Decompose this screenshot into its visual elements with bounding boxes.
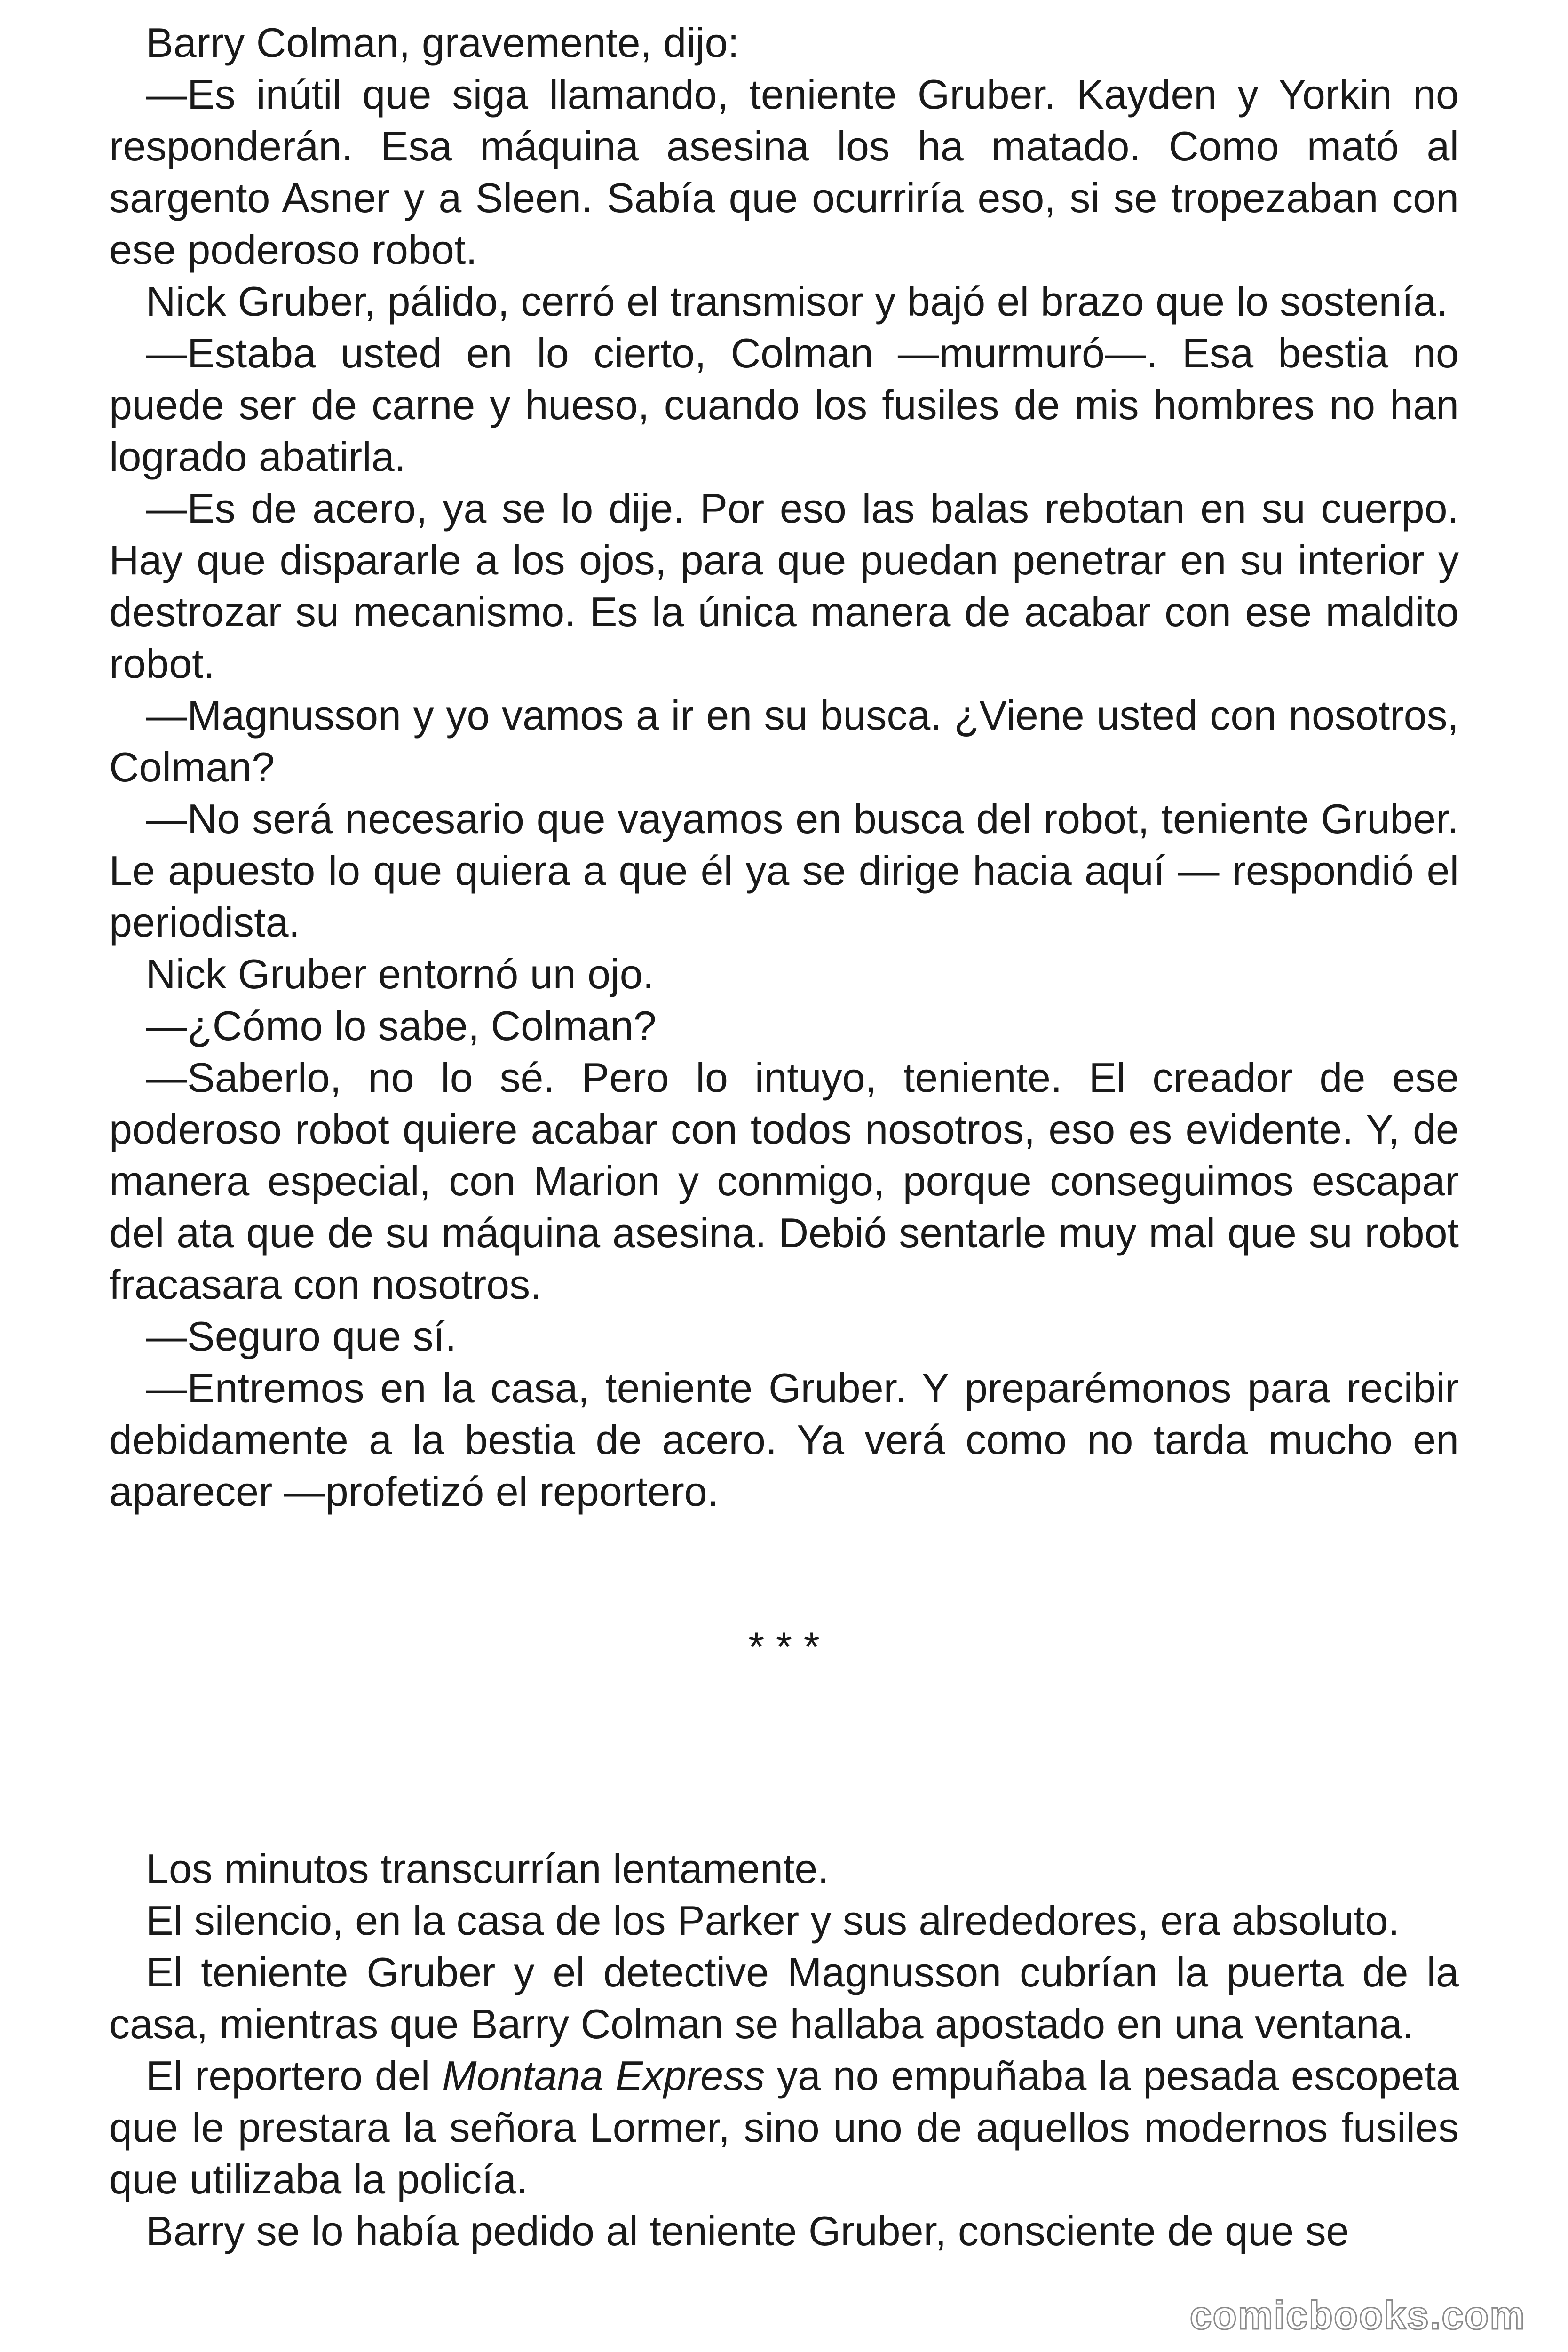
paragraph: —Entremos en la casa, teniente Gruber. Y preparémonos para recibir debidamente a la bestia de acero. Ya verá como no tarda mucho en aparecer —profetizó el reportero. bbox=[109, 1365, 1459, 1515]
paragraph: Los minutos transcurrían lentamente. bbox=[146, 1845, 829, 1892]
paragraph-text: ya no empuñaba la pesada escopeta que le prestara la señora Lormer, sino uno de aquellos modernos fusiles que utilizaba la policía. bbox=[109, 2052, 1459, 2202]
paragraph: —Estaba usted en lo cierto, Colman —murmuró—. Esa bestia no puede ser de carne y hueso, cuando los fusiles de mis hombres no han logrado abatirla. bbox=[109, 330, 1459, 480]
watermark-logo: comicbooks.com bbox=[1189, 2293, 1526, 2337]
paragraph: —¿Cómo lo sabe, Colman? bbox=[146, 1002, 657, 1049]
paragraph: Nick Gruber entornó un ojo. bbox=[146, 951, 655, 997]
paragraph: El silencio, en la casa de los Parker y sus alrededores, era absoluto. bbox=[146, 1897, 1400, 1944]
paragraph: Barry Colman, gravemente, dijo: bbox=[146, 19, 739, 66]
text-section-two bbox=[109, 1843, 1459, 2257]
paragraph-with-italic bbox=[109, 2050, 1459, 2205]
paragraph: Nick Gruber, pálido, cerró el transmisor y bajó el brazo que lo sostenía. bbox=[146, 278, 1448, 325]
newspaper-title: Montana Express bbox=[442, 2052, 765, 2099]
text-section-one bbox=[109, 17, 1459, 1518]
paragraph: Barry se lo había pedido al teniente Gruber, consciente de que se bbox=[146, 2208, 1349, 2254]
paragraph: —Es de acero, ya se lo dije. Por eso las balas rebotan en su cuerpo. Hay que dispararle a los ojos, para que puedan penetrar en su interior y destrozar su mecanismo. Es la única manera de acabar con ese maldito robot. bbox=[109, 485, 1459, 687]
paragraph: —Es inútil que siga llamando, teniente Gruber. Kayden y Yorkin no responderán. Esa máquina asesina los ha matado. Como mató al sargento Asner y a Sleen. Sabía que ocurriría eso, si se tropezaban con ese poderoso robot. bbox=[109, 71, 1459, 273]
paragraph: —No será necesario que vayamos en busca del robot, teniente Gruber. Le apuesto lo que quiera a que él ya se dirige hacia aquí — respondió el periodista. bbox=[109, 795, 1459, 946]
paragraph: —Seguro que sí. bbox=[146, 1313, 457, 1359]
section-separator: * * * bbox=[748, 1623, 820, 1670]
paragraph: —Saberlo, no lo sé. Pero lo intuyo, teniente. El creador de ese poderoso robot quiere acabar con todos nosotros, eso es evidente. Y, de manera especial, con Marion y conmigo, porque conseguimos escapar del ata que de su máquina asesina. Debió sentarle muy mal que su robot fracasara con nosotros. bbox=[109, 1054, 1459, 1308]
paragraph: —Magnusson y yo vamos a ir en su busca. ¿Viene usted con nosotros, Colman? bbox=[109, 692, 1459, 790]
paragraph-text: El reportero del bbox=[146, 2052, 443, 2099]
paragraph: El teniente Gruber y el detective Magnusson cubrían la puerta de la casa, mientras que Barry Colman se hallaba apostado en una ventana. bbox=[109, 1949, 1459, 2047]
